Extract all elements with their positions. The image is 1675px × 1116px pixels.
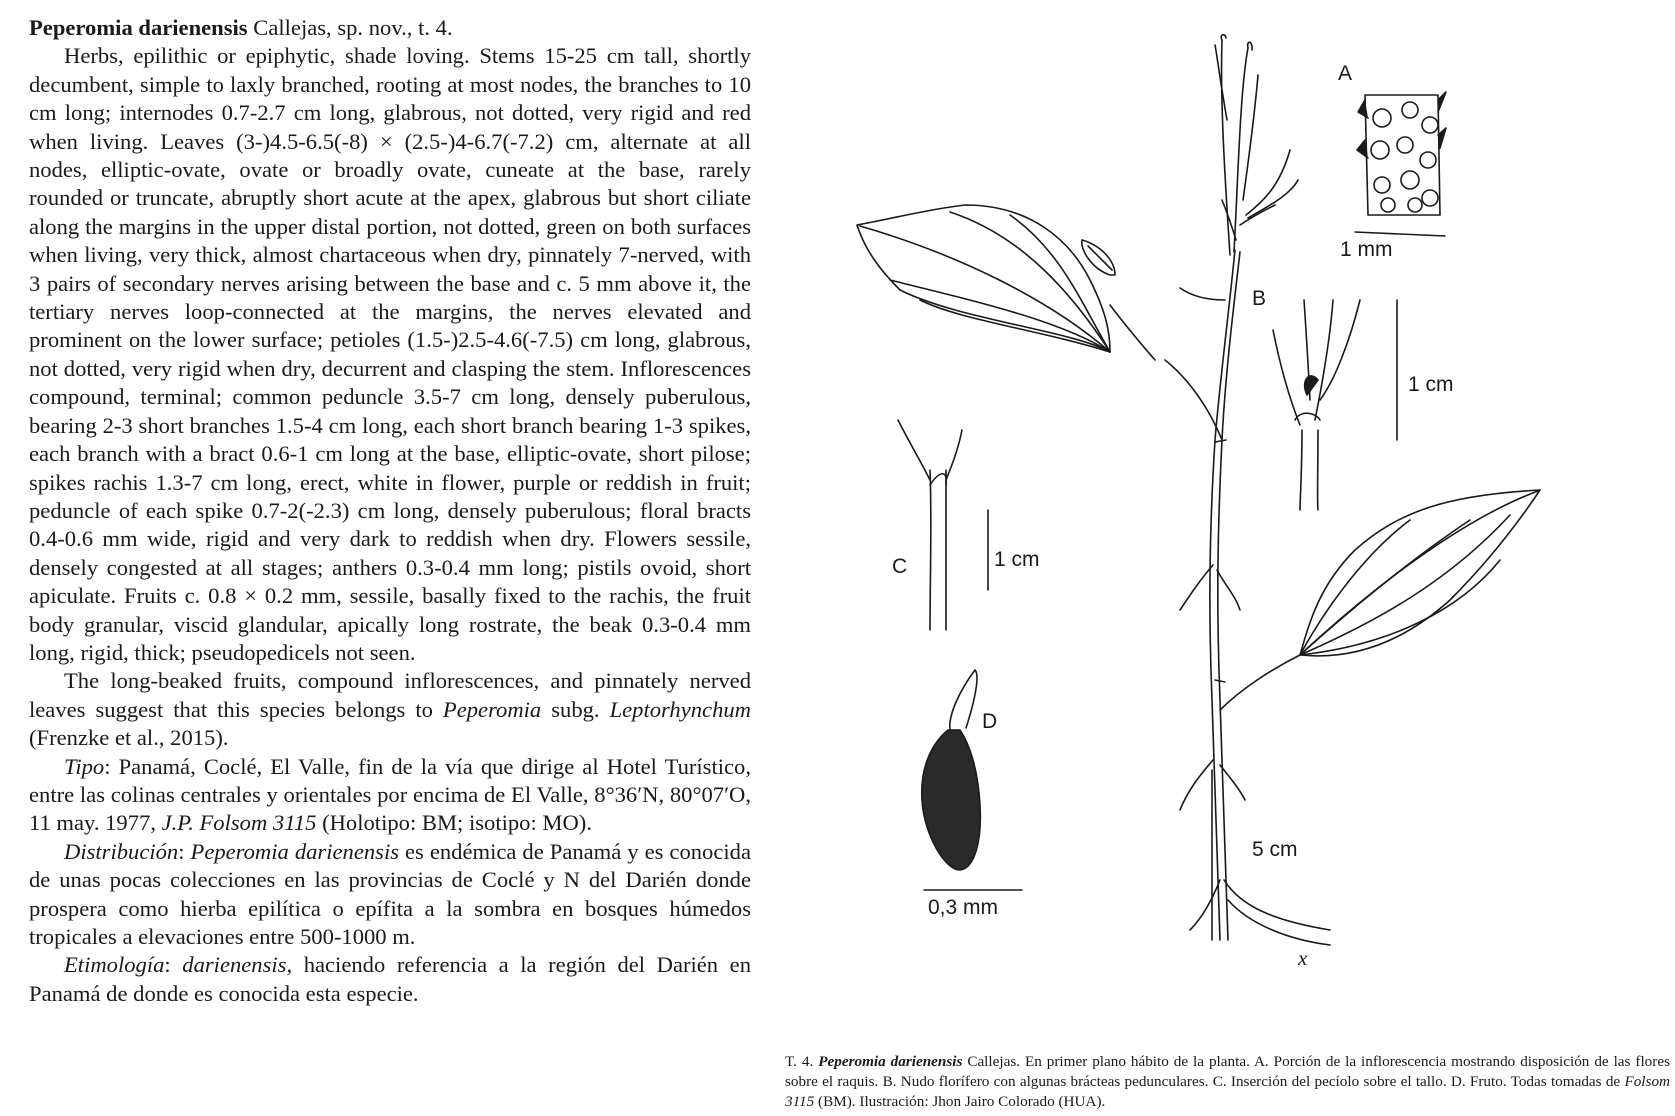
inflorescence-spikes [1215,35,1298,255]
detail-c-scale-label: 1 cm [994,548,1040,571]
detail-c-petiole [898,420,988,630]
article-text [29,14,751,1008]
main-stem [1110,250,1300,940]
species-heading [29,14,751,42]
detail-c-label: C [892,555,908,578]
upper-leaf [857,205,1110,352]
detail-a-inflorescence [1355,92,1446,236]
stem-branch-bud [1082,240,1225,300]
detail-d-fruit [922,670,1022,890]
species-name: Peperomia darienensis [29,15,248,40]
tip-mark-label: x [1298,946,1308,970]
detail-d-label: D [982,710,998,733]
affinity-paragraph: The long-beaked fruits, compound inflorescences, and pinnately nerved leaves suggest that this species belongs to Peperomia subg. Leptorhynchum (Frenzke et al., 2015). [29,668,751,751]
detail-a-scale-label: 1 mm [1340,238,1393,261]
habit-scale-label: 5 cm [1252,838,1298,861]
lower-leaf [1300,490,1540,656]
detail-a-label: A [1338,62,1353,85]
detail-b-scale-label: 1 cm [1408,373,1454,396]
plate-illustration [770,0,1675,1050]
detail-d-scale-label: 0,3 mm [928,896,999,919]
roots [1180,565,1330,945]
description-paragraph: Herbs, epilithic or epiphytic, shade loving. Stems 15-25 cm tall, shortly decumbent, simple to laxly branched, rooting at most nodes, the branches to 10 cm long; internodes 0.7-2.7 cm long, glabrous, not dotted, very rigid and red when living. Leaves (3-)4.5-6.5(-8) × (2.5-)4-6.7(-7.2) cm, alternate at all nodes, elliptic-ovate, ovate or broadly ovate, cuneate at the base, rarely rounded or truncate, abruptly short acute at the apex, glabrous but short ciliate along the margins in the upper distal portion, not dotted, green on both surfaces when living, very thick, almost chartaceous when dry, pinnately 7-nerved, with 3 pairs of secondary nerves arising between the base and c. 5 mm above it, the tertiary nerves loop-connected at the margins, the nerves elevated and prominent on the lower surface; petioles (1.5-)2.5-4.6(-7.5) cm long, glabrous, not dotted, very rigid when dry, decurrent and clasping the stem. Inflorescences compound, terminal; common peduncle 3.5-7 cm long, densely puberulous, bearing 2-3 short branches 1.5-4 cm long, each short branch bearing 1-3 spikes, each branch with a bract 0.6-1 cm long at the base, elliptic-ovate, short pilose; spikes rachis 1.3-7 cm long, erect, white in flower, purple or reddish in fruit; peduncle of each spike 0.7-2(-2.3) cm long, densely puberulous; floral bracts 0.4-0.6 mm wide, rigid and very dark to reddish when dry. Flowers sessile, densely congested at all stages; anthers 0.3-0.4 mm long; pistils ovoid, short apiculate. Fruits c. 0.8 × 0.2 mm, sessile, basally fixed to the rachis, the fruit body granular, viscid glandular, apically long rostrate, the beak 0.3-0.4 mm long, rigid, thick; pseudopedicels not seen. [29,43,751,665]
distribution-paragraph: Distribución: Peperomia darienensis es endémica de Panamá y es conocida de unas pocas colecciones en las provincias de Coclé y N del Darién donde prospera como hierba epilítica o epífita a la sombra en bosques húmedos tropicales a elevaciones entre 500-1000 m. [29,838,751,949]
caption-species: Peperomia darienensis [818,1053,963,1070]
detail-b-node [1273,300,1397,510]
species-authority: Callejas, sp. nov., t. 4. [247,15,453,40]
etymology-paragraph: Etimología: darienensis, haciendo referencia a la región del Darién en Panamá de donde es conocida esta especie. [29,952,751,1006]
figure-caption: T. 4. Peperomia darienensis Callejas. En primer plano hábito de la planta. A. Porción de la inflorescencia mostrando disposición de las flores sobre el raquis. B. Nudo florífero con algunas brácteas pedunculares. C. Inserción del pecíolo sobre el tallo. D. Fruto. Todas tomadas de Folsom 3115 (BM). Ilustración: Jhon Jairo Colorado (HUA). [785,1053,1670,1110]
botanical-plate [770,0,1675,1050]
caption-collector: Folsom 3115 [785,1073,1670,1110]
detail-b-label: B [1252,287,1267,310]
type-paragraph: Tipo: Panamá, Coclé, El Valle, fin de la vía que dirige al Hotel Turístico, entre las colinas centrales y orientales por encima de El Valle, 8°36′N, 80°07′O, 11 may. 1977, J.P. Folsom 3115 (Holotipo: BM; isotipo: MO). [29,753,751,836]
